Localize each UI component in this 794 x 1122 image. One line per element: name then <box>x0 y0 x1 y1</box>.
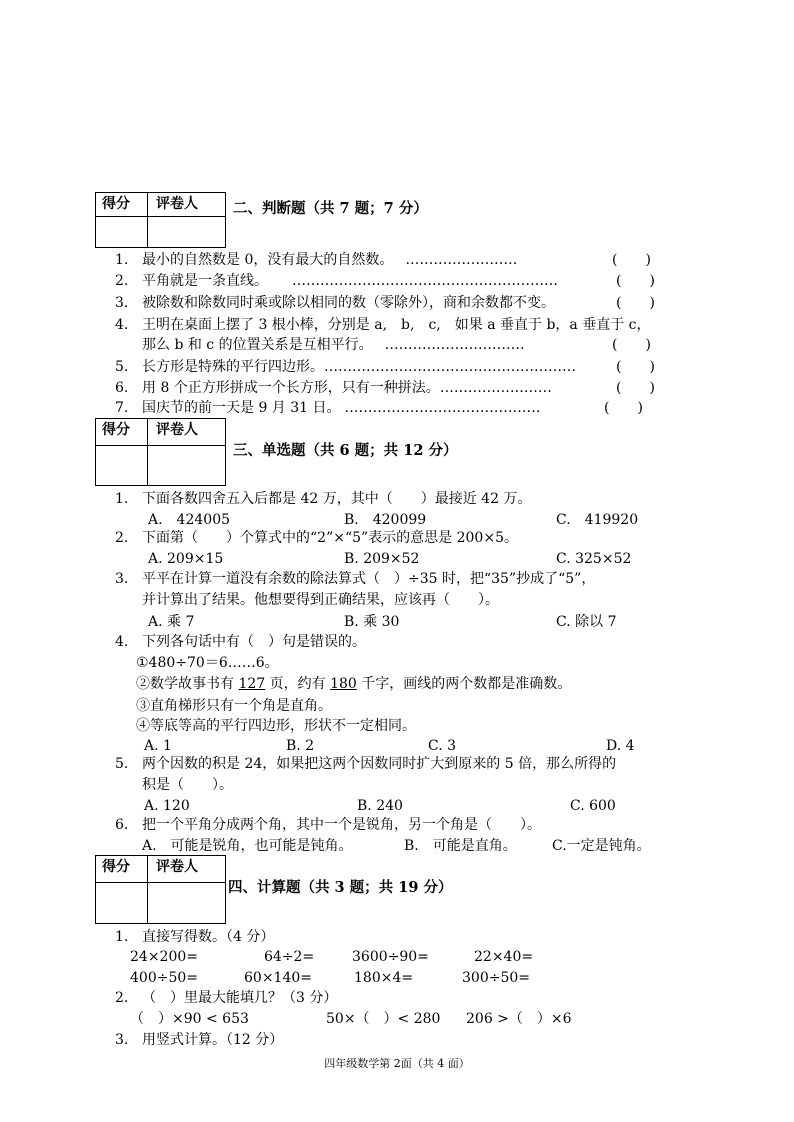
judge-item-1: 1. 最小的自然数是 0，没有最大的自然数。 …………………… <box>115 252 518 268</box>
judge-item-4-cont: 那么 b 和 c 的位置关系是互相平行。 ………………………… <box>142 337 525 353</box>
section3-title: 三、单选题（共 6 题；共 12 分） <box>233 442 458 459</box>
grader-field[interactable] <box>148 446 225 485</box>
score-box-section4 <box>95 855 226 924</box>
judge-item-7: 7. 国庆节的前一天是 9 月 31 日。 …………………………………… <box>115 400 541 416</box>
choice-q3: 3. 平平在计算一道没有余数的除法算式（ ）÷35 时，把“35”抄成了“5”， <box>115 571 596 587</box>
page-footer: 四年级数学第 2面（共 4 面） <box>324 1057 470 1070</box>
score-label: 得分 <box>96 419 148 446</box>
judge-paren-6[interactable]: ( ) <box>616 380 655 396</box>
judge-item-6: 6. 用 8 个正方形拼成一个长方形，只有一种拼法。…………………… <box>115 380 552 396</box>
judge-paren-4[interactable]: ( ) <box>612 337 651 353</box>
calc-q1-r2-3: 180×4= <box>354 970 414 986</box>
choice-q2-a[interactable]: A. 209×15 <box>148 551 224 567</box>
choice-q4-statement-3: ③直角梯形只有一个角是直角。 <box>136 698 332 714</box>
choice-q3-b[interactable]: B. 乘 30 <box>344 614 400 630</box>
judge-paren-3[interactable]: ( ) <box>616 295 655 311</box>
calc-q1-r1-3: 3600÷90= <box>352 949 429 965</box>
calc-q1-r2-2: 60×140= <box>244 970 312 986</box>
choice-q5: 5. 两个因数的积是 24，如果把这两个因数同时扩大到原来的 5 倍，那么所得的 <box>115 756 617 772</box>
choice-q6-c[interactable]: C.一定是钝角。 <box>552 838 651 854</box>
judge-item-3: 3. 被除数和除数同时乘或除以相同的数（零除外），商和余数都不变。 <box>115 295 555 311</box>
judge-item-2: 2. 平角就是一条直线。 ………………………………………………… <box>115 273 558 289</box>
judge-item-4: 4. 王明在桌面上摆了 3 根小棒，分别是 a, b, c, 如果 a 垂直于 b，a 垂直于 c， <box>115 317 651 333</box>
calc-q2-b: 50×（ ）< 280 <box>326 1011 441 1027</box>
choice-q6-b[interactable]: B. 可能是直角。 <box>404 838 517 854</box>
judge-paren-2[interactable]: ( ) <box>616 273 655 289</box>
score-label: 得分 <box>96 193 148 217</box>
choice-q3-a[interactable]: A. 乘 7 <box>148 614 195 630</box>
calc-q1-r1-1: 24×200= <box>130 949 198 965</box>
grader-field[interactable] <box>148 217 225 247</box>
score-field[interactable] <box>96 883 148 923</box>
choice-q5-b[interactable]: B. 240 <box>357 798 403 814</box>
grader-label: 评卷人 <box>148 856 225 883</box>
calc-q1-r1-4: 22×40= <box>474 949 534 965</box>
score-box-section2 <box>95 192 226 248</box>
choice-q1-b[interactable]: B. 420099 <box>344 512 427 528</box>
judge-item-5: 5. 长方形是特殊的平行四边形。……………………………………………… <box>115 359 576 375</box>
grader-field[interactable] <box>148 883 225 923</box>
calc-q3: 3. 用竖式计算。（12 分） <box>115 1032 284 1048</box>
choice-q4-b[interactable]: B. 2 <box>286 738 315 754</box>
score-label: 得分 <box>96 856 148 883</box>
calc-q1-r1-2: 64÷2= <box>264 949 315 965</box>
choice-q2-c[interactable]: C. 325×52 <box>556 551 632 567</box>
grader-label: 评卷人 <box>148 193 225 217</box>
choice-q4: 4. 下列各句话中有（ ）句是错误的。 <box>115 634 366 650</box>
score-field[interactable] <box>96 446 148 485</box>
choice-q6: 6. 把一个平角分成两个角，其中一个是锐角，另一个角是（ ）。 <box>115 817 541 833</box>
calc-q1: 1. 直接写得数。（4 分） <box>115 929 275 945</box>
choice-q5-cont: 积是（ ）。 <box>142 777 233 793</box>
calc-q1-r2-4: 300÷50= <box>462 970 530 986</box>
choice-q1-c[interactable]: C. 419920 <box>556 512 639 528</box>
judge-paren-7[interactable]: ( ) <box>604 400 643 416</box>
choice-q1-a[interactable]: A. 424005 <box>148 512 231 528</box>
grader-label: 评卷人 <box>148 419 225 446</box>
calc-q2-a: （ ）×90 < 653 <box>130 1011 249 1027</box>
choice-q6-a[interactable]: A. 可能是锐角，也可能是钝角。 <box>142 838 353 854</box>
choice-q2: 2. 下面第（ ）个算式中的“2”×“5”表示的意思是 200×5。 <box>115 530 518 546</box>
choice-q3-c[interactable]: C. 除以 7 <box>556 614 617 630</box>
score-box-section3 <box>95 418 226 486</box>
choice-q3-cont: 并计算出了结果。他想要得到正确结果，应该再（ ）。 <box>142 592 499 608</box>
choice-q2-b[interactable]: B. 209×52 <box>344 551 420 567</box>
score-field[interactable] <box>96 217 148 247</box>
choice-q4-d[interactable]: D. 4 <box>606 738 635 754</box>
choice-q4-statement-1: ①480÷70＝6……6。 <box>136 655 279 671</box>
section4-title: 四、计算题（共 3 题；共 19 分） <box>228 879 453 896</box>
judge-paren-5[interactable]: ( ) <box>616 359 655 375</box>
calc-q2: 2. （ ）里最大能填几？（3 分） <box>115 990 338 1006</box>
choice-q1: 1. 下面各数四舍五入后都是 42 万，其中（ ）最接近 42 万。 <box>115 491 532 507</box>
section2-title: 二、判断题（共 7 题；7 分） <box>233 200 428 217</box>
choice-q4-statement-2: ②数学故事书有 127 页，约有 180 千字，画线的两个数都是准确数。 <box>136 676 572 692</box>
calc-q2-c: 206 >（ ）×6 <box>466 1011 572 1027</box>
calc-q1-r2-1: 400÷50= <box>130 970 198 986</box>
choice-q4-a[interactable]: A. 1 <box>144 738 172 754</box>
choice-q4-statement-4: ④等底等高的平行四边形，形状不一定相同。 <box>136 718 416 734</box>
choice-q5-a[interactable]: A. 120 <box>144 798 190 814</box>
judge-paren-1[interactable]: ( ) <box>612 252 651 268</box>
choice-q5-c[interactable]: C. 600 <box>570 798 616 814</box>
choice-q4-c[interactable]: C. 3 <box>428 738 457 754</box>
